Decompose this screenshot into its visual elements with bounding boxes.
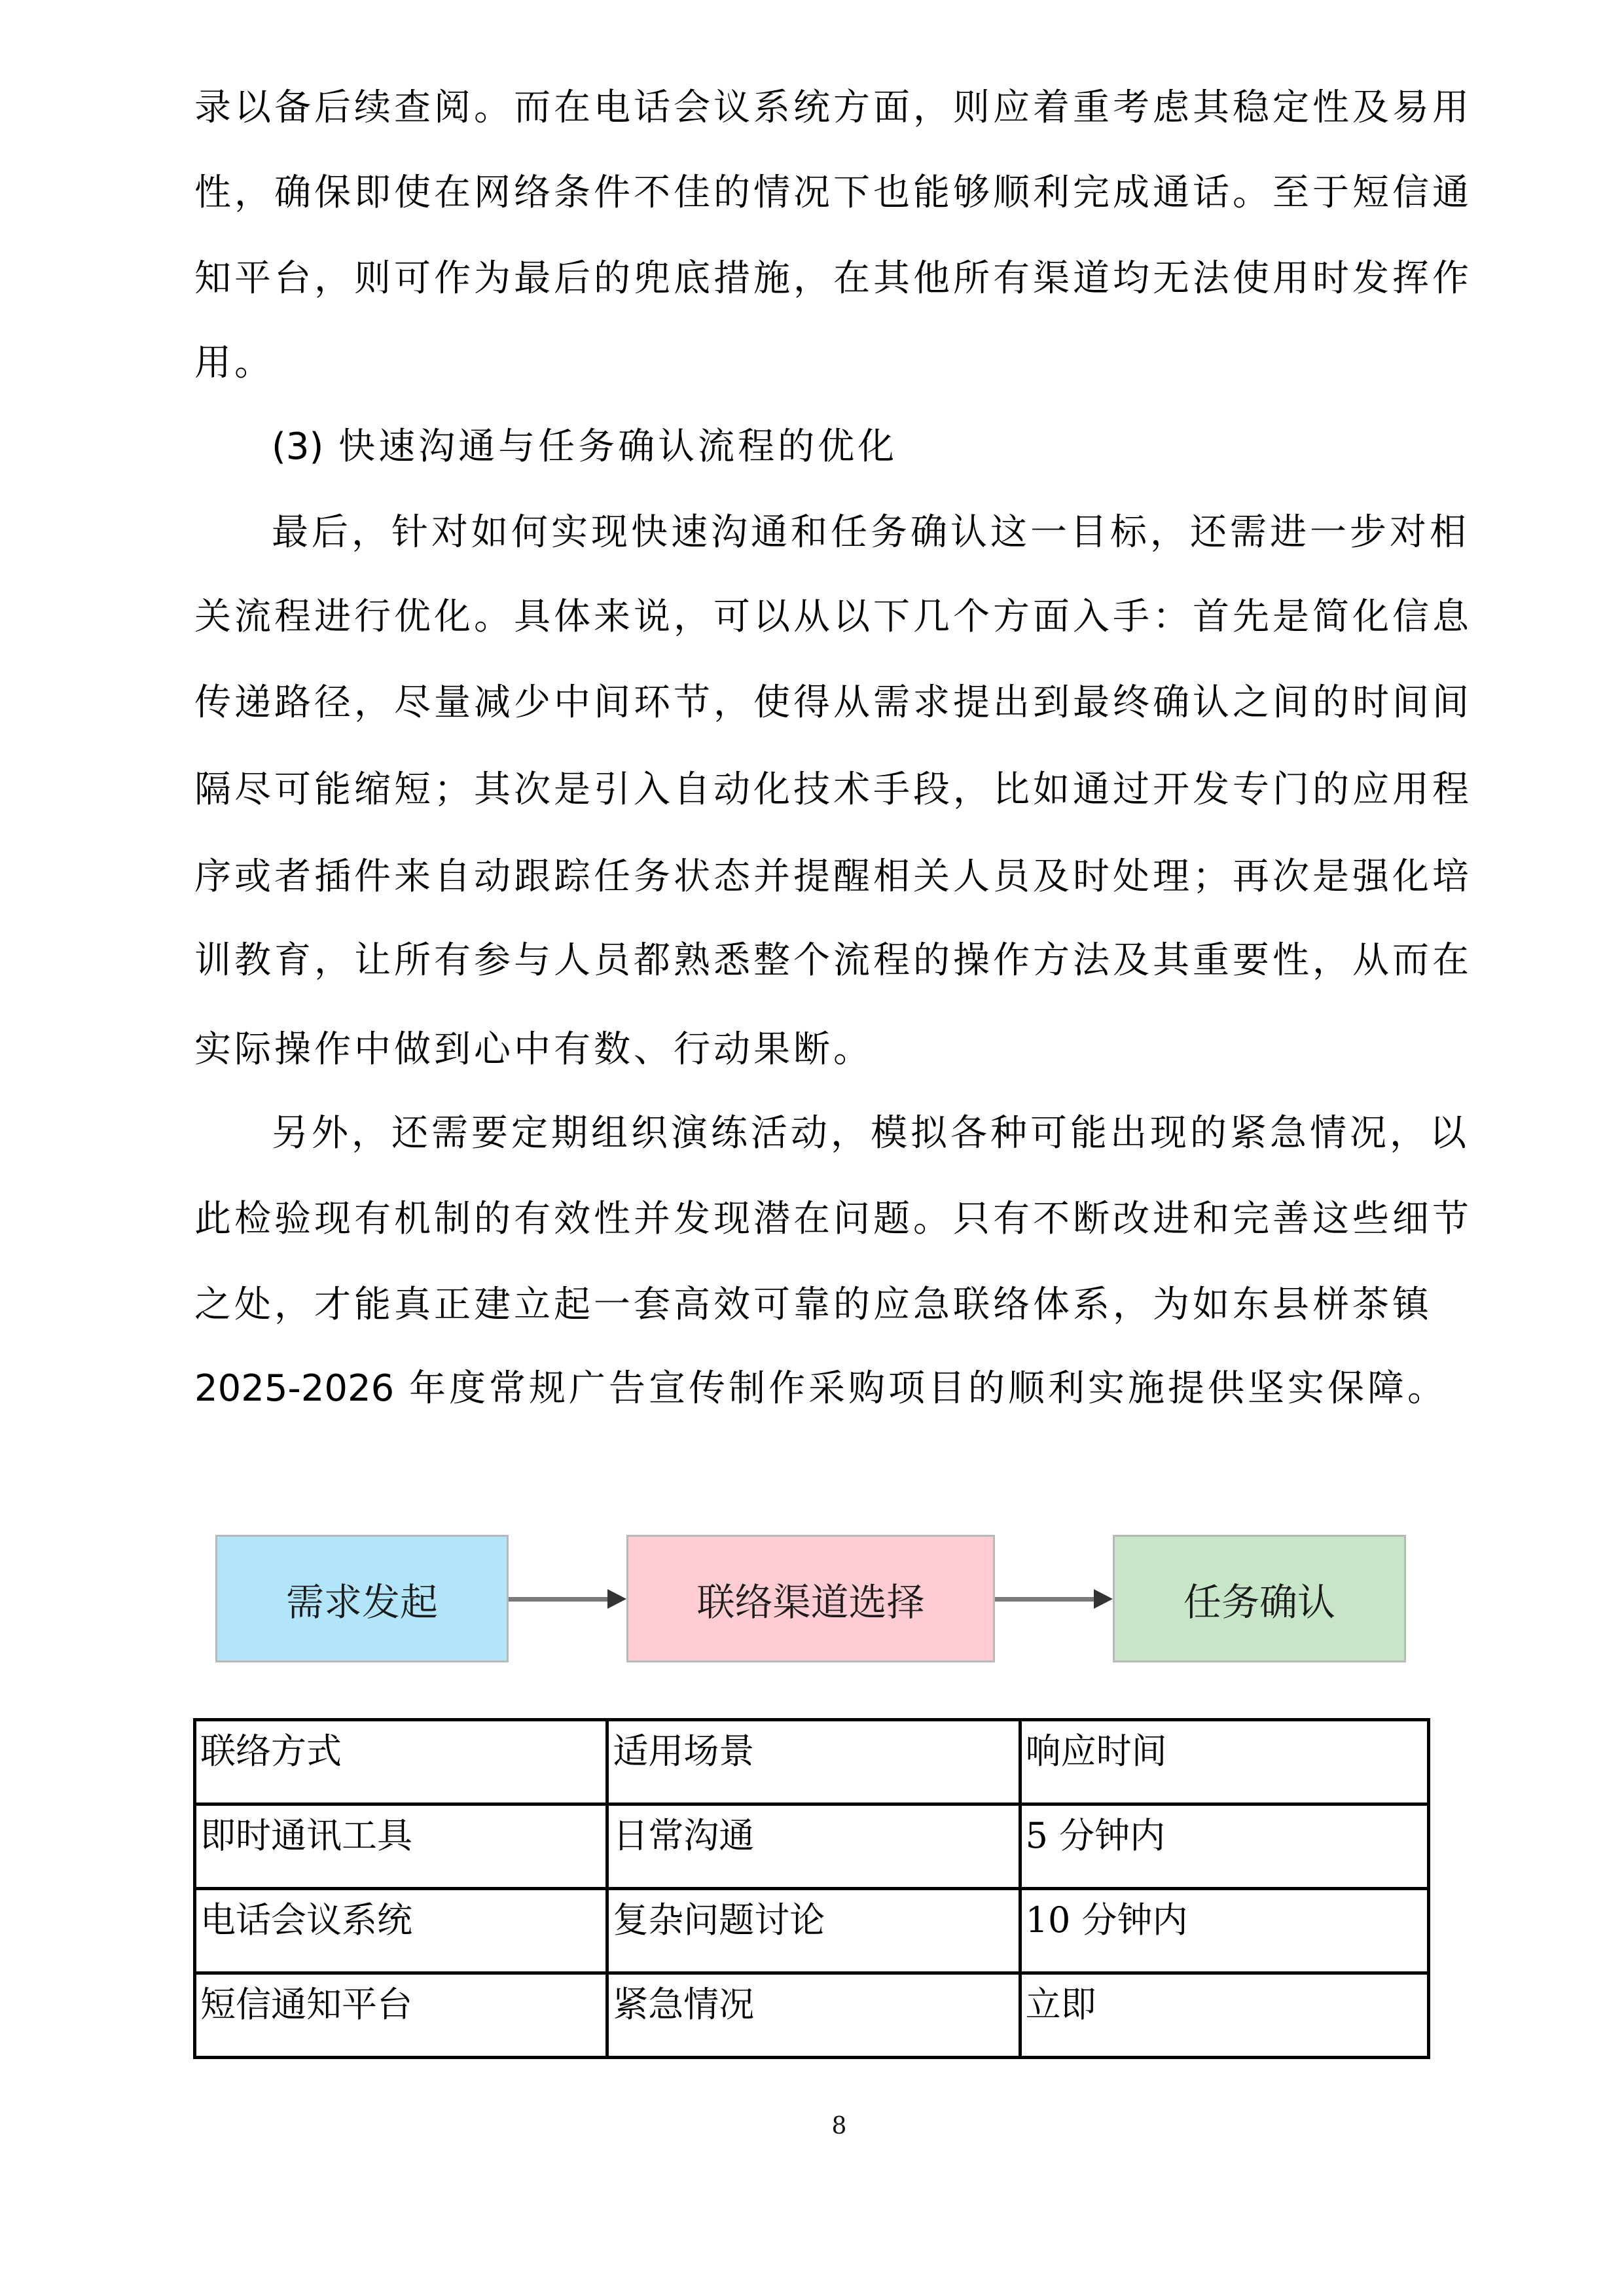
section-number: (3) bbox=[272, 425, 324, 468]
table-cell: 复杂问题讨论 bbox=[607, 1889, 1020, 1973]
flow-step-label: 需求发起 bbox=[285, 1579, 438, 1624]
section-heading bbox=[272, 421, 1502, 473]
text-line: 序或者插件来自动跟踪任务状态并提醒相关人员及时处理；再次是强化培 bbox=[194, 855, 1472, 898]
table-cell: 立即 bbox=[1020, 1973, 1428, 2058]
table-cell: 即时通讯工具 bbox=[195, 1804, 607, 1889]
table-cell: 10 分钟内 bbox=[1020, 1889, 1428, 1973]
text-line bbox=[194, 1363, 1448, 1415]
flow-step-label: 联络渠道选择 bbox=[696, 1579, 925, 1624]
flow-step-channel-select bbox=[626, 1535, 995, 1662]
table-header-cell: 适用场景 bbox=[607, 1720, 1020, 1804]
text-line: 训教育，让所有参与人员都熟悉整个流程的操作方法及其重要性，从而在 bbox=[194, 939, 1472, 982]
table-row bbox=[195, 1889, 1429, 1973]
page-number: 8 bbox=[831, 2113, 847, 2140]
table-cell: 日常沟通 bbox=[607, 1804, 1020, 1889]
table-cell: 紧急情况 bbox=[607, 1973, 1020, 2058]
text-line: 之处，才能真正建立起一套高效可靠的应急联络体系，为如东县栟茶镇 bbox=[194, 1283, 1432, 1326]
year-range: 2025-2026 bbox=[194, 1367, 395, 1410]
text-line: 用。 bbox=[194, 342, 274, 384]
text-line: 传递路径，尽量减少中间环节，使得从需求提出到最终确认之间的时间间 bbox=[194, 681, 1472, 724]
text-line: 知平台，则可作为最后的兜底措施，在其他所有渠道均无法使用时发挥作 bbox=[194, 257, 1472, 300]
text-line: 实际操作中做到心中有数、行动果断。 bbox=[194, 1028, 873, 1071]
table-cell: 电话会议系统 bbox=[195, 1889, 607, 1973]
text-line: 此检验现有机制的有效性并发现潜在问题。只有不断改进和完善这些细节 bbox=[194, 1198, 1472, 1240]
flow-step-task-confirm bbox=[1113, 1535, 1406, 1662]
arrow-right-icon bbox=[509, 1595, 626, 1603]
text-line: 隔尽可能缩短；其次是引入自动化技术手段，比如通过开发专门的应用程 bbox=[194, 768, 1472, 811]
table-row bbox=[195, 1973, 1429, 2058]
table-cell: 5 分钟内 bbox=[1020, 1804, 1428, 1889]
table-header-cell: 响应时间 bbox=[1020, 1720, 1428, 1804]
contact-methods-table bbox=[193, 1718, 1430, 2059]
flow-step-label: 任务确认 bbox=[1183, 1579, 1335, 1624]
text-line: 最后，针对如何实现快速沟通和任务确认这一目标，还需进一步对相 bbox=[272, 511, 1470, 554]
arrow-right-icon bbox=[995, 1595, 1113, 1603]
text-line: 录以备后续查阅。而在电话会议系统方面，则应着重考虑其稳定性及易用 bbox=[194, 86, 1472, 129]
text-fragment: 年度常规广告宣传制作采购项目的顺利实施提供坚实保障。 bbox=[394, 1367, 1448, 1410]
flow-step-request bbox=[215, 1535, 509, 1662]
table-header-row bbox=[195, 1720, 1429, 1804]
text-line: 关流程进行优化。具体来说，可以从以下几个方面入手：首先是简化信息 bbox=[194, 596, 1472, 638]
section-title: 快速沟通与任务确认流程的优化 bbox=[338, 425, 898, 468]
text-line: 另外，还需要定期组织演练活动，模拟各种可能出现的紧急情况，以 bbox=[272, 1112, 1470, 1155]
table-cell: 短信通知平台 bbox=[195, 1973, 607, 2058]
table-header-cell: 联络方式 bbox=[195, 1720, 607, 1804]
table-row bbox=[195, 1804, 1429, 1889]
text-line: 性，确保即使在网络条件不佳的情况下也能够顺利完成通话。至于短信通 bbox=[194, 171, 1472, 214]
